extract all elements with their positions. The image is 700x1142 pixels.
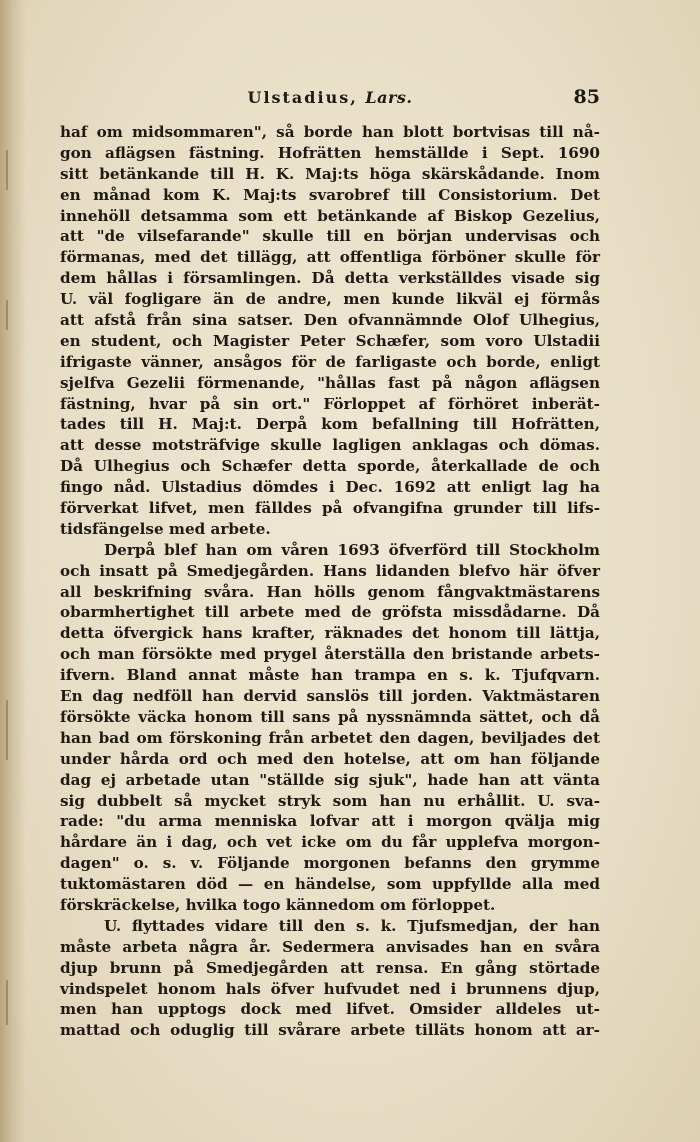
text-line: rade: "du arma menniska lofvar att i morgon qvälja mig [60, 812, 600, 831]
text-line: obarmhertighet till arbete med de gröfsta missdådarne. Då [60, 603, 600, 622]
running-title-given-name: Lars. [365, 88, 413, 107]
text-line: djup brunn på Smedjegården att rensa. En gång störtade [60, 958, 600, 977]
text-line: förskräckelse, hvilka togo kännedom om förloppet. [60, 895, 496, 914]
text-line: och man försökte med prygel återställa den bristande arbets- [60, 645, 600, 664]
text-line: ifvern. Bland annat måste han trampa en s. k. Tjufqvarn. [60, 666, 600, 685]
gutter-mark [6, 300, 8, 330]
text-line: försökte väcka honom till sans på nyssnämnda sättet, och då [60, 707, 600, 726]
text-line: haf om midsommaren", så borde han blott bortvisas till nå- [60, 123, 600, 141]
text-line: tuktomästaren död — en händelse, som uppfyllde alla med [60, 875, 600, 894]
gutter-mark [6, 150, 8, 190]
running-title-name: Ulstadius, [247, 88, 358, 107]
page-gutter [0, 0, 26, 1142]
text-line: och insatt på Smedjegården. Hans lidanden blefvo här öfver [60, 561, 600, 580]
text-line: sitt betänkande till H. K. Maj:ts höga skärskådande. Inom [60, 164, 600, 183]
text-line: hårdare än i dag, och vet icke om du får upplefva morgon- [60, 833, 600, 852]
page-header [60, 86, 600, 112]
text-line: en månad kom K. Maj:ts svarobref till Consistorium. Det [60, 185, 600, 204]
body-text [60, 122, 600, 1041]
gutter-mark [6, 980, 8, 1025]
text-line: mattad och oduglig till svårare arbete tilläts honom att ar- [60, 1021, 600, 1040]
gutter-mark [6, 700, 8, 760]
text-line: dag ej arbetade utan "ställde sig sjuk", hade han att vänta [60, 770, 600, 789]
text-line: En dag nedföll han dervid sanslös till jorden. Vaktmästaren [60, 687, 600, 706]
text-line: han bad om förskoning från arbetet den dagen, beviljades det [60, 728, 600, 747]
text-line: förmanas, med det tillägg, att offentliga förböner skulle för [60, 248, 600, 267]
text-line: all beskrifning svåra. Han hölls genom fångvaktmästarens [60, 582, 600, 601]
text-line: U. flyttades vidare till den s. k. Tjufsmedjan, der han [104, 916, 600, 935]
text-line: att desse motsträfvige skulle lagligen anklagas och dömas. [60, 436, 600, 455]
text-line: en student, och Magister Peter Schæfer, som voro Ulstadii [60, 331, 600, 350]
text-line: gon aflägsen fästning. Hofrätten hemställde i Sept. 1690 [60, 143, 600, 162]
text-line: dagen" o. s. v. Följande morgonen befanns den grymme [60, 854, 600, 873]
text-line: U. väl fogligare än de andre, men kunde likväl ej förmås [60, 290, 600, 309]
text-line: sig dubbelt så mycket stryk som han nu erhållit. U. sva- [60, 791, 600, 810]
text-line: fästning, hvar på sin ort." Förloppet af förhöret inberät- [60, 394, 600, 413]
text-line: detta öfvergick hans krafter, räknades det honom till lättja, [60, 624, 600, 643]
text-line: att afstå från sina satser. Den ofvannämnde Olof Ulhegius, [60, 311, 600, 330]
text-line: förverkat lifvet, men fälldes på ofvangifna grunder till lifs- [60, 499, 600, 518]
text-line: Derpå blef han om våren 1693 öfverförd till Stockholm [104, 540, 600, 559]
text-line: innehöll detsamma som ett betänkande af Biskop Gezelius, [60, 206, 600, 225]
text-line: ifrigaste vänner, ansågos för de farligaste och borde, enligt [60, 352, 600, 371]
text-line: tidsfängelse med arbete. [60, 519, 271, 538]
text-line: sjelfva Gezelii förmenande, "hållas fast på någon aflägsen [60, 373, 600, 392]
text-line: dem hållas i församlingen. Då detta verkställdes visade sig [60, 269, 600, 288]
page-number: 85 [573, 86, 600, 108]
running-title [60, 88, 600, 107]
text-line: vindspelet honom hals öfver hufvudet ned i brunnens djup, [60, 979, 600, 998]
text-line: under hårda ord och med den hotelse, att om han följande [60, 749, 600, 768]
text-line: fingo nåd. Ulstadius dömdes i Dec. 1692 att enligt lag ha [60, 478, 600, 497]
text-line: tades till H. Maj:t. Derpå kom befallning till Hofrätten, [60, 415, 600, 434]
text-line: men han upptogs dock med lifvet. Omsider alldeles ut- [60, 1000, 600, 1019]
text-line: måste arbeta några år. Sedermera anvisades han en svåra [60, 937, 600, 956]
text-line: Då Ulhegius och Schæfer detta sporde, återkallade de och [60, 457, 600, 476]
text-line: att "de vilsefarande" skulle till en början undervisas och [60, 227, 600, 246]
